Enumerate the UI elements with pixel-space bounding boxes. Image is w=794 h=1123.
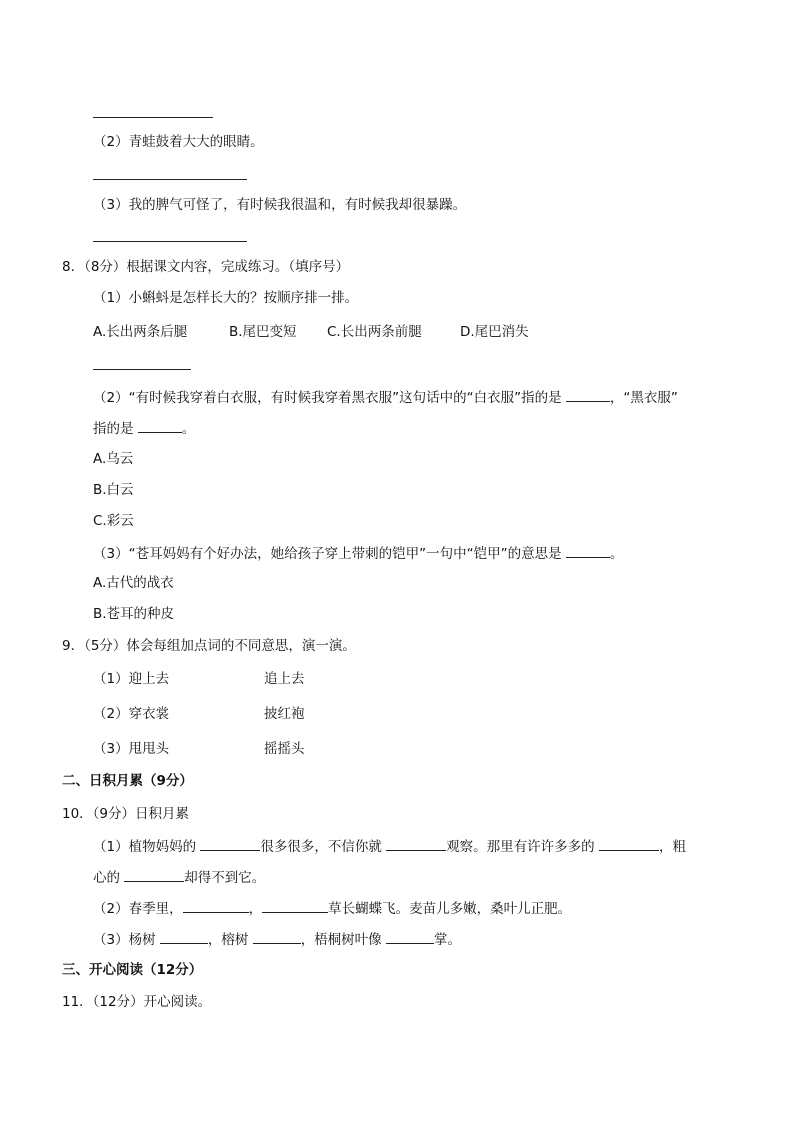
q10-text: （1）植物妈妈的 [93, 839, 197, 855]
q8-option-a: A.长出两条后腿 [93, 324, 188, 340]
q10-text: 心的 [93, 870, 120, 886]
q8-sub-3-text: （3）“苍耳妈妈有个好办法，她给孩子穿上带刺的铠甲”一句中“铠甲”的意思是 [93, 546, 562, 562]
answer-blank[interactable] [253, 929, 301, 944]
question-9-header: 9．（5分）体会每组加点词的不同意思，演一演。 [62, 638, 356, 654]
q10-text: 却得不到它。 [184, 870, 266, 886]
q9-row-2-right: 披红袍 [264, 706, 305, 722]
q8-sub-2-line2 [93, 418, 195, 438]
answer-blank[interactable] [124, 867, 184, 882]
q9-row-1-right: 追上去 [264, 671, 305, 687]
q8-option-b: B.尾巴变短 [229, 324, 297, 340]
answer-blank[interactable] [386, 929, 434, 944]
q8-meaning-b: B.苍耳的种皮 [93, 606, 175, 622]
q8-sub-2-text: （2）“有时候我穿着白衣服，有时候我穿着黑衣服”这句话中的“白衣服”指的是 [93, 390, 562, 406]
answer-blank[interactable] [566, 543, 610, 558]
q8-meaning-a: A.古代的战衣 [93, 575, 174, 591]
answer-line[interactable] [93, 369, 191, 370]
answer-blank[interactable] [262, 898, 328, 913]
answer-line[interactable] [93, 241, 247, 242]
question-10-header: 10．（9分）日积月累 [62, 806, 190, 822]
q10-text: ，粗 [658, 839, 686, 855]
answer-line[interactable] [93, 179, 247, 180]
q9-row-3-left: （3）甩甩头 [93, 741, 170, 757]
q9-row-2-left: （2）穿衣裳 [93, 706, 170, 722]
q10-text: ，榕树 [207, 932, 249, 948]
q9-row-3-right: 摇摇头 [264, 741, 305, 757]
q10-sub-2 [93, 898, 571, 918]
q8-sub-2-text-b: ，“黑衣服” [609, 390, 678, 406]
q10-text: 掌。 [433, 932, 461, 948]
q8-choice-c: C.彩云 [93, 513, 134, 529]
answer-blank[interactable] [566, 387, 610, 402]
q7-item-3: （3）我的脾气可怪了，有时候我很温和，有时候我却很暴躁。 [93, 197, 467, 213]
q10-text: 草长蝴蝶飞。麦苗儿多嫩，桑叶儿正肥。 [328, 901, 572, 917]
answer-line[interactable] [93, 117, 213, 118]
q8-sub-2-text-c: 指的是 [93, 421, 134, 437]
q10-text: ，梧桐树叶像 [300, 932, 382, 948]
q10-text: （2）春季里， [93, 901, 183, 917]
q10-text: 很多很多，不信你就 [260, 839, 382, 855]
q7-item-2: （2）青蛙鼓着大大的眼睛。 [93, 134, 264, 150]
question-11-header: 11．（12分）开心阅读。 [62, 994, 212, 1010]
question-8-header: 8．（8分）根据课文内容，完成练习。（填序号） [62, 259, 350, 275]
answer-blank[interactable] [183, 898, 249, 913]
q8-choice-a: A.乌云 [93, 451, 134, 467]
q8-choice-b: B.白云 [93, 482, 134, 498]
q9-row-1-left: （1）迎上去 [93, 671, 170, 687]
q8-option-d: D.尾巴消失 [460, 324, 529, 340]
answer-blank[interactable] [386, 836, 446, 851]
q10-sub-1-line2 [93, 867, 265, 887]
q8-sub-3 [93, 543, 623, 563]
q8-option-c: C.长出两条前腿 [327, 324, 422, 340]
q8-sub-3-text-b: 。 [609, 546, 624, 562]
answer-blank[interactable] [160, 929, 208, 944]
q10-text: 观察。那里有许许多多的 [446, 839, 595, 855]
q10-text: （3）杨树 [93, 932, 156, 948]
answer-blank[interactable] [138, 418, 182, 433]
q10-text: ， [248, 901, 263, 917]
q8-sub-2 [93, 387, 678, 407]
section-2-title: 二、日积月累（9分） [62, 773, 193, 789]
q8-sub-2-text-d: 。 [181, 421, 196, 437]
q8-sub-1: （1）小蝌蚪是怎样长大的？按顺序排一排。 [93, 290, 359, 306]
q10-sub-1 [93, 836, 686, 856]
section-3-title: 三、开心阅读（12分） [62, 962, 203, 978]
q10-sub-3 [93, 929, 461, 949]
answer-blank[interactable] [599, 836, 659, 851]
answer-blank[interactable] [200, 836, 260, 851]
